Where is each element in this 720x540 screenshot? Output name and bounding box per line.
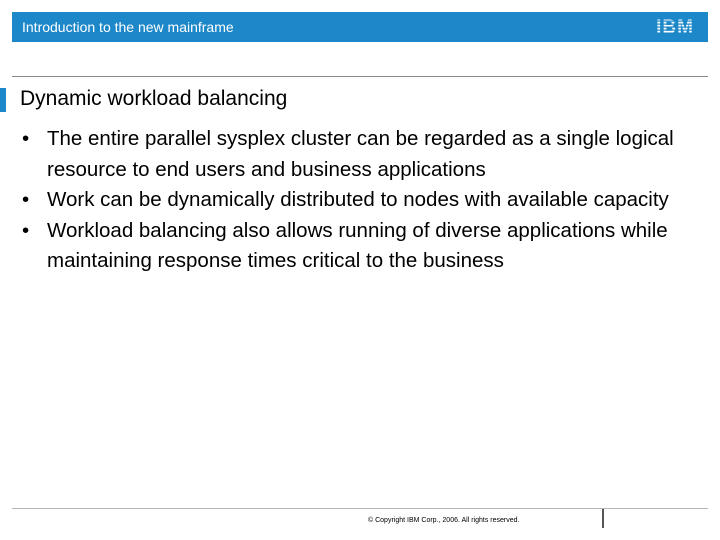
bullet-marker: • [22,188,30,211]
ibm-logo [652,17,698,37]
header-title: Introduction to the new mainframe [22,19,234,35]
bullet-text: Work can be dynamically distributed to nodes with available capacity [47,188,669,211]
bullet-text: The entire parallel sysplex cluster can be regarded as a single logical resource to end users and business applications [47,127,674,181]
header-bar [12,12,708,42]
bullet-item [22,185,702,216]
title-divider [12,76,708,77]
slide-title: Dynamic workload balancing [20,87,288,110]
bullet-list [22,124,702,277]
copyright-notice: © Copyright IBM Corp., 2006. All rights reserved. [368,517,520,524]
title-accent-bar [0,88,6,112]
bullet-marker: • [22,218,30,242]
bullet-marker: • [22,127,30,150]
bullet-item [22,216,702,277]
bullet-item [22,124,702,185]
footer-tick-mark [602,509,604,528]
bullet-text: Workload balancing also allows running of diverse applications while maintaining response times critical to the business [47,218,668,272]
